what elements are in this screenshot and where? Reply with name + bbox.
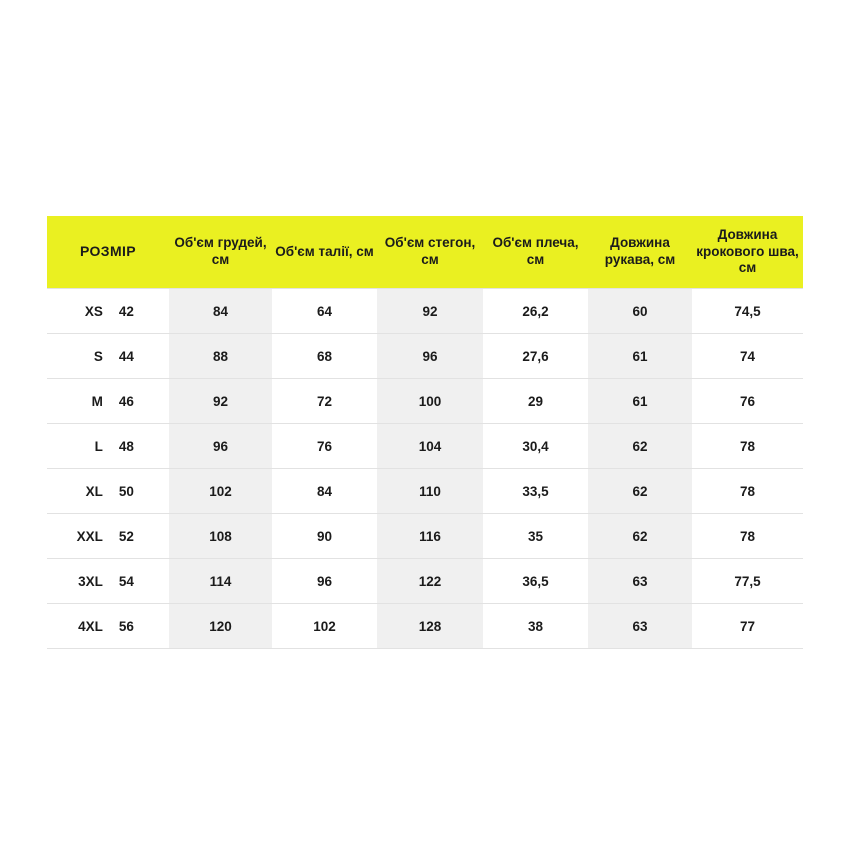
table-row: [47, 334, 803, 379]
header-row: [47, 216, 803, 289]
size-number: 56: [118, 618, 134, 634]
size-table: [47, 216, 803, 649]
cell-inseam: 78: [692, 469, 803, 514]
size-number: 46: [118, 393, 134, 409]
cell-waist: 68: [272, 334, 377, 379]
size-number: 54: [118, 573, 134, 589]
cell-hips: 128: [377, 604, 483, 649]
cell-chest: 114: [169, 559, 272, 604]
cell-waist: 72: [272, 379, 377, 424]
cell-sleeve: 61: [588, 379, 692, 424]
cell-chest: 120: [169, 604, 272, 649]
cell-waist: 84: [272, 469, 377, 514]
table-row: [47, 424, 803, 469]
cell-chest: 96: [169, 424, 272, 469]
column-header-waist: Об'єм талії, см: [272, 216, 377, 289]
cell-size: [47, 334, 169, 379]
cell-shoulder: 35: [483, 514, 588, 559]
cell-size: [47, 424, 169, 469]
table-row: [47, 514, 803, 559]
cell-shoulder: 30,4: [483, 424, 588, 469]
size-letter: XL: [85, 483, 103, 499]
cell-hips: 116: [377, 514, 483, 559]
size-number: 48: [118, 438, 134, 454]
cell-inseam: 74,5: [692, 289, 803, 334]
cell-sleeve: 62: [588, 469, 692, 514]
cell-size: [47, 289, 169, 334]
cell-inseam: 77: [692, 604, 803, 649]
cell-chest: 88: [169, 334, 272, 379]
size-number: 44: [118, 348, 134, 364]
table-row: [47, 289, 803, 334]
cell-shoulder: 27,6: [483, 334, 588, 379]
cell-chest: 84: [169, 289, 272, 334]
cell-hips: 122: [377, 559, 483, 604]
size-letter: S: [93, 348, 103, 364]
table-body: [47, 289, 803, 649]
size-letter: 3XL: [78, 573, 103, 589]
cell-inseam: 74: [692, 334, 803, 379]
cell-shoulder: 36,5: [483, 559, 588, 604]
column-header-sleeve: Довжина рукава, см: [588, 216, 692, 289]
cell-size: [47, 514, 169, 559]
cell-hips: 104: [377, 424, 483, 469]
cell-sleeve: 62: [588, 514, 692, 559]
cell-chest: 102: [169, 469, 272, 514]
column-header-inseam: Довжина крокового шва, см: [692, 216, 803, 289]
cell-chest: 92: [169, 379, 272, 424]
cell-inseam: 78: [692, 424, 803, 469]
cell-shoulder: 33,5: [483, 469, 588, 514]
cell-hips: 92: [377, 289, 483, 334]
size-letter: XXL: [76, 528, 103, 544]
size-number: 42: [118, 303, 134, 319]
table-row: [47, 379, 803, 424]
column-header-shoulder: Об'єм плеча, см: [483, 216, 588, 289]
size-letter: L: [94, 438, 103, 454]
cell-waist: 90: [272, 514, 377, 559]
cell-size: [47, 604, 169, 649]
size-chart: [47, 216, 803, 649]
cell-waist: 64: [272, 289, 377, 334]
size-number: 52: [118, 528, 134, 544]
cell-hips: 110: [377, 469, 483, 514]
cell-shoulder: 29: [483, 379, 588, 424]
cell-inseam: 78: [692, 514, 803, 559]
cell-waist: 96: [272, 559, 377, 604]
size-letter: M: [91, 393, 103, 409]
table-row: [47, 604, 803, 649]
cell-size: [47, 379, 169, 424]
cell-hips: 96: [377, 334, 483, 379]
cell-shoulder: 26,2: [483, 289, 588, 334]
cell-sleeve: 63: [588, 604, 692, 649]
size-number: 50: [118, 483, 134, 499]
column-header-chest: Об'єм грудей, см: [169, 216, 272, 289]
cell-size: [47, 469, 169, 514]
cell-sleeve: 63: [588, 559, 692, 604]
column-header-hips: Об'єм стегон, см: [377, 216, 483, 289]
cell-waist: 76: [272, 424, 377, 469]
table-row: [47, 469, 803, 514]
cell-sleeve: 61: [588, 334, 692, 379]
cell-chest: 108: [169, 514, 272, 559]
size-letter: XS: [84, 303, 103, 319]
table-header: [47, 216, 803, 289]
cell-size: [47, 559, 169, 604]
cell-inseam: 77,5: [692, 559, 803, 604]
size-letter: 4XL: [78, 618, 103, 634]
column-header-size: РОЗМІР: [47, 216, 169, 289]
cell-inseam: 76: [692, 379, 803, 424]
cell-hips: 100: [377, 379, 483, 424]
cell-sleeve: 62: [588, 424, 692, 469]
cell-shoulder: 38: [483, 604, 588, 649]
table-row: [47, 559, 803, 604]
cell-sleeve: 60: [588, 289, 692, 334]
cell-waist: 102: [272, 604, 377, 649]
